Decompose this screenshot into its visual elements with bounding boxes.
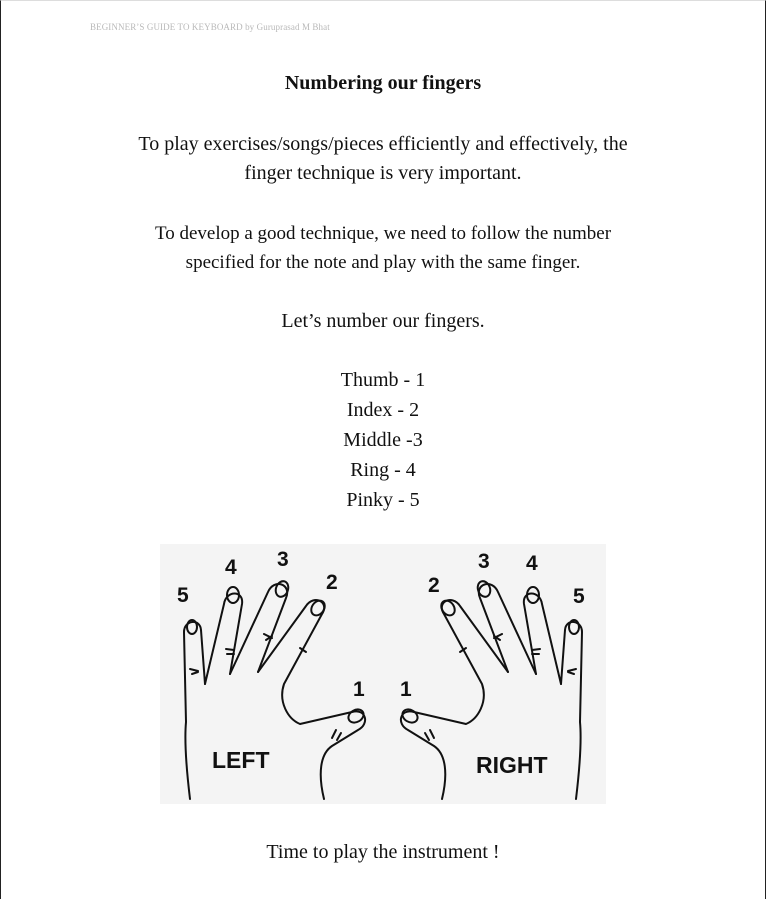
hands-diagram bbox=[160, 544, 606, 804]
right-thumb-number: 1 bbox=[400, 678, 412, 701]
finger-item-pinky: Pinky - 5 bbox=[346, 489, 420, 511]
finger-item-middle: Middle -3 bbox=[343, 429, 423, 451]
finger-item-ring: Ring - 4 bbox=[350, 459, 416, 481]
left-pinky-number: 5 bbox=[177, 584, 189, 607]
hands-illustration bbox=[160, 544, 606, 804]
paragraph-intro: Let’s number our fingers. bbox=[281, 310, 485, 332]
left-middle-number: 3 bbox=[277, 548, 289, 571]
finger-item-thumb: Thumb - 1 bbox=[340, 369, 426, 391]
left-index-number: 2 bbox=[326, 571, 338, 594]
finger-item-index: Index - 2 bbox=[346, 399, 420, 421]
right-ring-number: 4 bbox=[526, 552, 538, 575]
paragraph-line: finger technique is very important. bbox=[244, 162, 522, 184]
left-ring-number: 4 bbox=[225, 556, 237, 579]
closing-line: Time to play the instrument ! bbox=[266, 841, 500, 863]
right-middle-number: 3 bbox=[478, 550, 490, 573]
page-title: Numbering our fingers bbox=[284, 72, 482, 94]
right-hand-label: RIGHT bbox=[476, 752, 548, 778]
paragraph-line: To play exercises/songs/pieces efficiently and effectively, the bbox=[138, 133, 628, 155]
right-pinky-number: 5 bbox=[573, 585, 585, 608]
paragraph-numbering bbox=[0, 219, 766, 277]
paragraph-line: specified for the note and play with the same finger. bbox=[185, 252, 581, 273]
paragraph-line: To develop a good technique, we need to follow the number bbox=[154, 223, 612, 244]
right-index-number: 2 bbox=[428, 574, 440, 597]
paragraph-technique bbox=[0, 130, 766, 188]
finger-number-list bbox=[0, 365, 766, 515]
running-header: BEGINNER’S GUIDE TO KEYBOARD by Guruprasad M Bhat bbox=[90, 22, 330, 32]
left-thumb-number: 1 bbox=[353, 678, 365, 701]
left-hand-label: LEFT bbox=[212, 747, 270, 773]
